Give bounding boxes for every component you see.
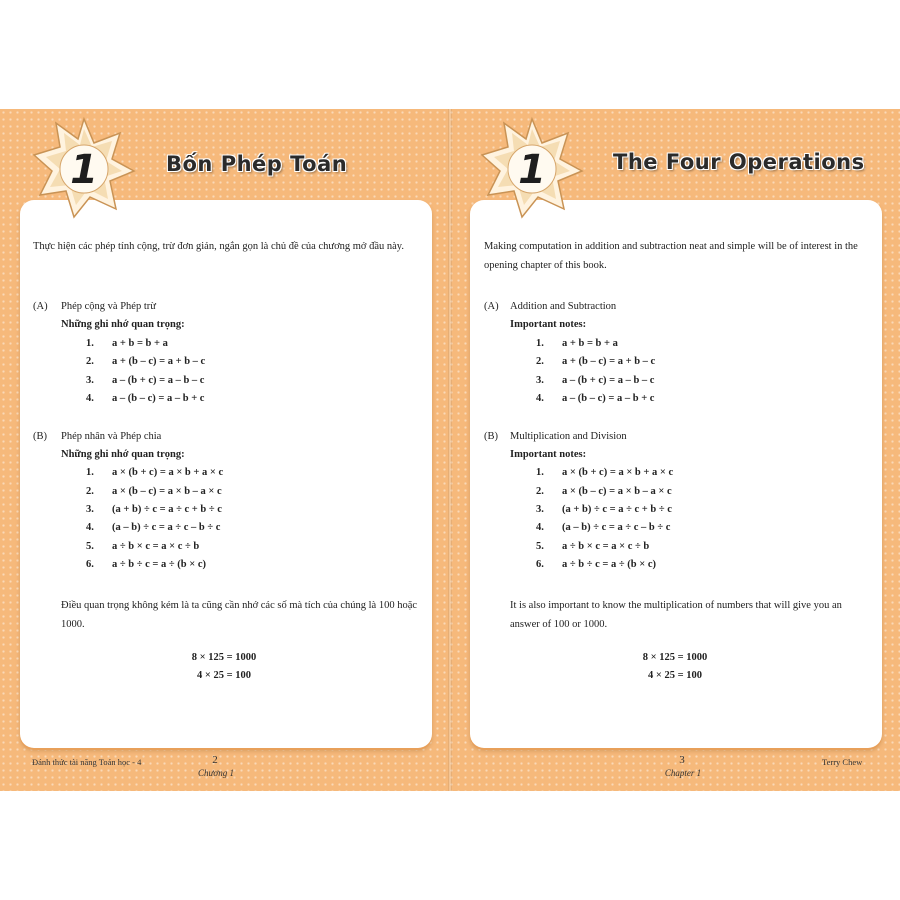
chapter-number: 1 (518, 147, 546, 193)
chapter-title: The Four Operations (613, 150, 865, 174)
formula-row: 2. a + (b – c) = a + b – c (536, 356, 656, 367)
footer-book-title: Đánh thức tài năng Toán học - 4 (32, 757, 142, 767)
formula-row: 1. a × (b + c) = a × b + a × c (536, 467, 674, 478)
section-a-heading: Addition and Subtraction (510, 301, 617, 312)
section-b-label: (B) (484, 431, 498, 442)
formula-row: 2. a × (b – c) = a × b – a × c (86, 486, 222, 497)
section-a-label: (A) (33, 301, 48, 312)
section-a-notes: Những ghi nhớ quan trọng: (61, 319, 185, 330)
formula-row: 4. a – (b – c) = a – b + c (536, 393, 655, 404)
closing-text: Điều quan trọng không kém là ta cũng cần nhớ các số mà tích của chúng là 100 hoặc 1000. (61, 600, 418, 630)
section-b-label: (B) (33, 431, 47, 442)
formula-row: 2. a × (b – c) = a × b – a × c (536, 486, 672, 497)
formula-row: 5. a ÷ b × c = a × c ÷ b (536, 541, 650, 552)
formula-row: 5. a ÷ b × c = a × c ÷ b (86, 541, 200, 552)
section-b-notes: Những ghi nhớ quan trọng: (61, 449, 185, 460)
formula-row: 6. a ÷ b ÷ c = a ÷ (b × c) (536, 559, 656, 570)
chapter-star-icon (32, 115, 136, 219)
product-line: 8 × 125 = 1000 (642, 652, 708, 663)
right-content-panel (470, 200, 882, 748)
chapter-star-icon (480, 115, 584, 219)
right-page (450, 109, 900, 791)
formula-row: 6. a ÷ b ÷ c = a ÷ (b × c) (86, 559, 206, 570)
section-b-heading: Phép nhân và Phép chia (61, 431, 162, 442)
section-b-notes: Important notes: (510, 449, 587, 460)
left-content-panel (20, 200, 432, 748)
formula-row: 4. (a – b) ÷ c = a ÷ c – b ÷ c (86, 522, 221, 533)
formula-row: 2. a + (b – c) = a + b – c (86, 356, 206, 367)
section-a-label: (A) (484, 301, 499, 312)
formula-row: 3. (a + b) ÷ c = a ÷ c + b ÷ c (86, 504, 222, 515)
section-b-heading: Multiplication and Division (510, 431, 627, 442)
chapter-number: 1 (70, 147, 98, 193)
formula-row: 3. (a + b) ÷ c = a ÷ c + b ÷ c (536, 504, 672, 515)
formula-row: 1. a + b = b + a (536, 338, 618, 349)
product-line: 4 × 25 = 100 (648, 670, 702, 681)
product-line: 4 × 25 = 100 (197, 670, 251, 681)
intro-text: Thực hiện các phép tính cộng, trừ đơn giản, ngắn gọn là chủ đề của chương mở đầu này. (33, 241, 404, 252)
formula-row: 3. a – (b + c) = a – b – c (86, 375, 205, 386)
section-a-heading: Phép cộng và Phép trừ (61, 301, 156, 312)
closing-text: It is also important to know the multiplication of numbers that will give you an answer of 100 or 1000. (510, 600, 842, 630)
book-spread (0, 109, 900, 791)
left-page (0, 109, 450, 791)
footer-chapter: Chapter 1 (664, 768, 702, 778)
formula-row: 1. a × (b + c) = a × b + a × c (86, 467, 224, 478)
product-line: 8 × 125 = 1000 (191, 652, 257, 663)
formula-row: 3. a – (b + c) = a – b – c (536, 375, 655, 386)
page-number: 2 (212, 754, 218, 766)
formula-row: 4. (a – b) ÷ c = a ÷ c – b ÷ c (536, 522, 671, 533)
formula-row: 4. a – (b – c) = a – b + c (86, 393, 205, 404)
formula-row: 1. a + b = b + a (86, 338, 168, 349)
chapter-title: Bốn Phép Toán (166, 152, 348, 176)
section-a-notes: Important notes: (510, 319, 587, 330)
page-number: 3 (679, 754, 685, 766)
footer-chapter: Chương 1 (198, 768, 234, 778)
footer-author: Terry Chew (822, 757, 863, 767)
intro-text: Making computation in addition and subtraction neat and simple will be of interest in the opening chapter of this book. (484, 241, 858, 271)
